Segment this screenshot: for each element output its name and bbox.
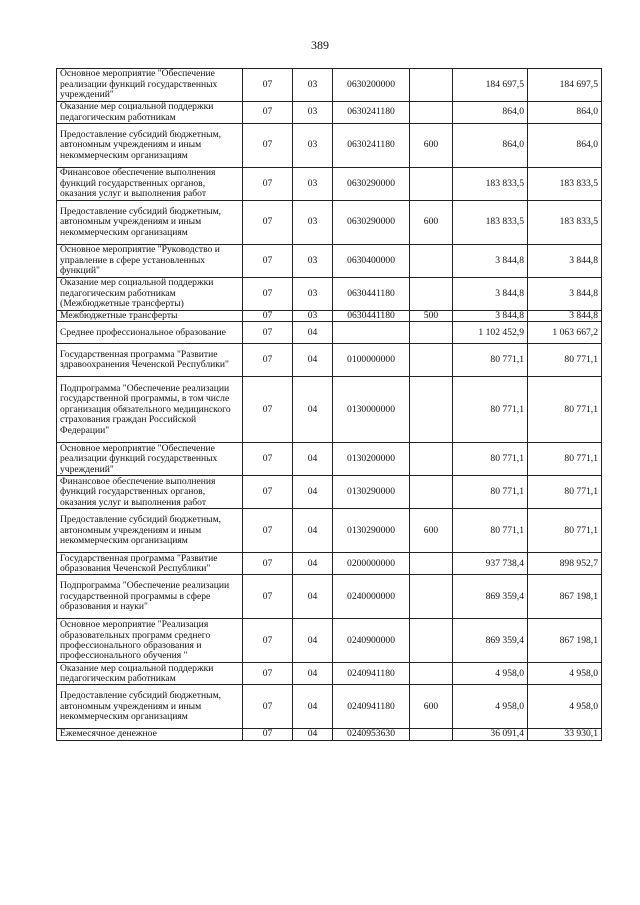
section-code-cell: 07 — [243, 311, 293, 322]
subsection-code-cell: 03 — [293, 124, 333, 168]
section-code-cell: 07 — [243, 102, 293, 124]
section-code-cell: 07 — [243, 168, 293, 201]
expense-type-cell — [410, 102, 453, 124]
table-row — [57, 575, 602, 619]
expense-type-cell: 600 — [410, 685, 453, 729]
section-code-cell: 07 — [243, 729, 293, 740]
amount-year2-cell: 80 771,1 — [528, 377, 602, 443]
expense-type-cell: 600 — [410, 201, 453, 245]
amount-year1-cell: 3 844,8 — [453, 311, 528, 322]
target-article-cell: 0130290000 — [333, 476, 410, 509]
target-article-cell: 0240000000 — [333, 575, 410, 619]
expense-type-cell: 600 — [410, 124, 453, 168]
expense-type-cell: 600 — [410, 509, 453, 553]
budget-table-body — [57, 69, 602, 741]
item-name-cell: Финансовое обеспечение выполнения функций государственных органов, оказания услуг и выполнения работ — [57, 168, 243, 201]
table-row — [57, 69, 602, 102]
amount-year1-cell: 1 102 452,9 — [453, 322, 528, 344]
item-name-cell: Основное мероприятие "Руководство и управление в сфере установленных функций" — [57, 245, 243, 278]
item-name-cell: Межбюджетные трансферты — [57, 311, 243, 322]
expense-type-cell — [410, 663, 453, 685]
amount-year1-cell: 3 844,8 — [453, 245, 528, 278]
item-name-cell: Оказание мер социальной поддержки педагогическим работникам (Межбюджетные трансферты) — [57, 278, 243, 311]
table-row — [57, 124, 602, 168]
amount-year2-cell: 867 198,1 — [528, 619, 602, 663]
subsection-code-cell: 04 — [293, 443, 333, 476]
amount-year1-cell: 869 359,4 — [453, 575, 528, 619]
target-article-cell: 0630290000 — [333, 168, 410, 201]
section-code-cell: 07 — [243, 278, 293, 311]
section-code-cell: 07 — [243, 245, 293, 278]
amount-year1-cell: 183 833,5 — [453, 168, 528, 201]
subsection-code-cell: 04 — [293, 377, 333, 443]
amount-year1-cell: 864,0 — [453, 124, 528, 168]
table-row — [57, 344, 602, 377]
expense-type-cell — [410, 443, 453, 476]
subsection-code-cell: 04 — [293, 509, 333, 553]
table-row — [57, 311, 602, 322]
subsection-code-cell: 04 — [293, 685, 333, 729]
expense-type-cell — [410, 168, 453, 201]
amount-year2-cell: 1 063 667,2 — [528, 322, 602, 344]
expense-type-cell — [410, 619, 453, 663]
amount-year1-cell: 80 771,1 — [453, 509, 528, 553]
amount-year2-cell: 80 771,1 — [528, 476, 602, 509]
amount-year1-cell: 183 833,5 — [453, 201, 528, 245]
expense-type-cell — [410, 377, 453, 443]
section-code-cell: 07 — [243, 344, 293, 377]
subsection-code-cell: 04 — [293, 663, 333, 685]
table-row — [57, 476, 602, 509]
amount-year1-cell: 80 771,1 — [453, 443, 528, 476]
expense-type-cell: 500 — [410, 311, 453, 322]
section-code-cell: 07 — [243, 685, 293, 729]
expense-type-cell — [410, 322, 453, 344]
table-row — [57, 553, 602, 575]
target-article-cell: 0630441180 — [333, 311, 410, 322]
amount-year1-cell: 3 844,8 — [453, 278, 528, 311]
table-row — [57, 619, 602, 663]
section-code-cell: 07 — [243, 322, 293, 344]
subsection-code-cell: 04 — [293, 344, 333, 377]
amount-year1-cell: 80 771,1 — [453, 476, 528, 509]
section-code-cell: 07 — [243, 201, 293, 245]
amount-year2-cell: 4 958,0 — [528, 685, 602, 729]
target-article-cell: 0240953630 — [333, 729, 410, 740]
section-code-cell: 07 — [243, 553, 293, 575]
amount-year1-cell: 869 359,4 — [453, 619, 528, 663]
subsection-code-cell: 03 — [293, 278, 333, 311]
subsection-code-cell: 04 — [293, 619, 333, 663]
amount-year1-cell: 80 771,1 — [453, 377, 528, 443]
table-row — [57, 663, 602, 685]
amount-year2-cell: 183 833,5 — [528, 168, 602, 201]
expense-type-cell — [410, 476, 453, 509]
amount-year1-cell: 36 091,4 — [453, 729, 528, 740]
expense-type-cell — [410, 69, 453, 102]
subsection-code-cell: 04 — [293, 322, 333, 344]
amount-year2-cell: 864,0 — [528, 102, 602, 124]
table-row — [57, 509, 602, 553]
item-name-cell: Финансовое обеспечение выполнения функций государственных органов, оказания услуг и выполнения работ — [57, 476, 243, 509]
amount-year2-cell: 3 844,8 — [528, 278, 602, 311]
target-article-cell: 0200000000 — [333, 553, 410, 575]
table-row — [57, 201, 602, 245]
table-row — [57, 729, 602, 740]
section-code-cell: 07 — [243, 124, 293, 168]
target-article-cell: 0240941180 — [333, 685, 410, 729]
target-article-cell: 0630241180 — [333, 102, 410, 124]
target-article-cell: 0630290000 — [333, 201, 410, 245]
item-name-cell: Предоставление субсидий бюджетным, автономным учреждениям и иным некоммерческим организациям — [57, 685, 243, 729]
item-name-cell: Предоставление субсидий бюджетным, автономным учреждениям и иным некоммерческим организациям — [57, 509, 243, 553]
table-row — [57, 443, 602, 476]
page-number: 389 — [311, 38, 329, 52]
amount-year2-cell: 898 952,7 — [528, 553, 602, 575]
item-name-cell: Ежемесячное денежное — [57, 729, 243, 740]
amount-year1-cell: 4 958,0 — [453, 663, 528, 685]
amount-year2-cell: 867 198,1 — [528, 575, 602, 619]
target-article-cell: 0240941180 — [333, 663, 410, 685]
expense-type-cell — [410, 278, 453, 311]
table-row — [57, 685, 602, 729]
section-code-cell: 07 — [243, 575, 293, 619]
subsection-code-cell: 04 — [293, 476, 333, 509]
budget-table — [56, 68, 602, 741]
section-code-cell: 07 — [243, 619, 293, 663]
item-name-cell: Подпрограмма "Обеспечение реализации государственной программы в сфере образования и науки" — [57, 575, 243, 619]
target-article-cell: 0630241180 — [333, 124, 410, 168]
subsection-code-cell: 04 — [293, 553, 333, 575]
target-article-cell: 0240900000 — [333, 619, 410, 663]
section-code-cell: 07 — [243, 69, 293, 102]
amount-year2-cell: 33 930,1 — [528, 729, 602, 740]
amount-year2-cell: 80 771,1 — [528, 443, 602, 476]
amount-year2-cell: 3 844,8 — [528, 311, 602, 322]
subsection-code-cell: 03 — [293, 311, 333, 322]
subsection-code-cell: 04 — [293, 575, 333, 619]
table-row — [57, 377, 602, 443]
amount-year2-cell: 183 833,5 — [528, 201, 602, 245]
section-code-cell: 07 — [243, 377, 293, 443]
amount-year2-cell: 80 771,1 — [528, 344, 602, 377]
target-article-cell: 0630441180 — [333, 278, 410, 311]
amount-year1-cell: 184 697,5 — [453, 69, 528, 102]
item-name-cell: Оказание мер социальной поддержки педагогическим работникам — [57, 663, 243, 685]
subsection-code-cell: 03 — [293, 201, 333, 245]
expense-type-cell — [410, 553, 453, 575]
amount-year2-cell: 80 771,1 — [528, 509, 602, 553]
amount-year2-cell: 864,0 — [528, 124, 602, 168]
amount-year2-cell: 3 844,8 — [528, 245, 602, 278]
item-name-cell: Государственная программа "Развитие образования Чеченской Республики" — [57, 553, 243, 575]
target-article-cell — [333, 322, 410, 344]
expense-type-cell — [410, 729, 453, 740]
amount-year1-cell: 80 771,1 — [453, 344, 528, 377]
item-name-cell: Государственная программа "Развитие здравоохранения Чеченской Республики" — [57, 344, 243, 377]
item-name-cell: Основное мероприятие "Обеспечение реализации функций государственных учреждений" — [57, 69, 243, 102]
section-code-cell: 07 — [243, 476, 293, 509]
section-code-cell: 07 — [243, 509, 293, 553]
table-row — [57, 102, 602, 124]
target-article-cell: 0130200000 — [333, 443, 410, 476]
item-name-cell: Основное мероприятие "Обеспечение реализации функций государственных учреждений" — [57, 443, 243, 476]
table-row — [57, 322, 602, 344]
amount-year1-cell: 864,0 — [453, 102, 528, 124]
expense-type-cell — [410, 575, 453, 619]
item-name-cell: Предоставление субсидий бюджетным, автономным учреждениям и иным некоммерческим организациям — [57, 201, 243, 245]
section-code-cell: 07 — [243, 663, 293, 685]
table-row — [57, 245, 602, 278]
amount-year1-cell: 937 738,4 — [453, 553, 528, 575]
target-article-cell: 0630400000 — [333, 245, 410, 278]
target-article-cell: 0630200000 — [333, 69, 410, 102]
table-row — [57, 168, 602, 201]
expense-type-cell — [410, 245, 453, 278]
target-article-cell: 0130290000 — [333, 509, 410, 553]
item-name-cell: Среднее профессиональное образование — [57, 322, 243, 344]
item-name-cell: Основное мероприятие "Реализация образовательных программ среднего профессионального образования и профессионального обучения " — [57, 619, 243, 663]
table-row — [57, 278, 602, 311]
item-name-cell: Подпрограмма "Обеспечение реализации государственной программы, в том числе организация обязательного медицинского страхования граждан Российской Федерации" — [57, 377, 243, 443]
target-article-cell: 0100000000 — [333, 344, 410, 377]
amount-year1-cell: 4 958,0 — [453, 685, 528, 729]
subsection-code-cell: 03 — [293, 245, 333, 278]
item-name-cell: Оказание мер социальной поддержки педагогическим работникам — [57, 102, 243, 124]
subsection-code-cell: 03 — [293, 102, 333, 124]
section-code-cell: 07 — [243, 443, 293, 476]
subsection-code-cell: 04 — [293, 729, 333, 740]
target-article-cell: 0130000000 — [333, 377, 410, 443]
subsection-code-cell: 03 — [293, 168, 333, 201]
amount-year2-cell: 4 958,0 — [528, 663, 602, 685]
expense-type-cell — [410, 344, 453, 377]
amount-year2-cell: 184 697,5 — [528, 69, 602, 102]
item-name-cell: Предоставление субсидий бюджетным, автономным учреждениям и иным некоммерческим организациям — [57, 124, 243, 168]
subsection-code-cell: 03 — [293, 69, 333, 102]
